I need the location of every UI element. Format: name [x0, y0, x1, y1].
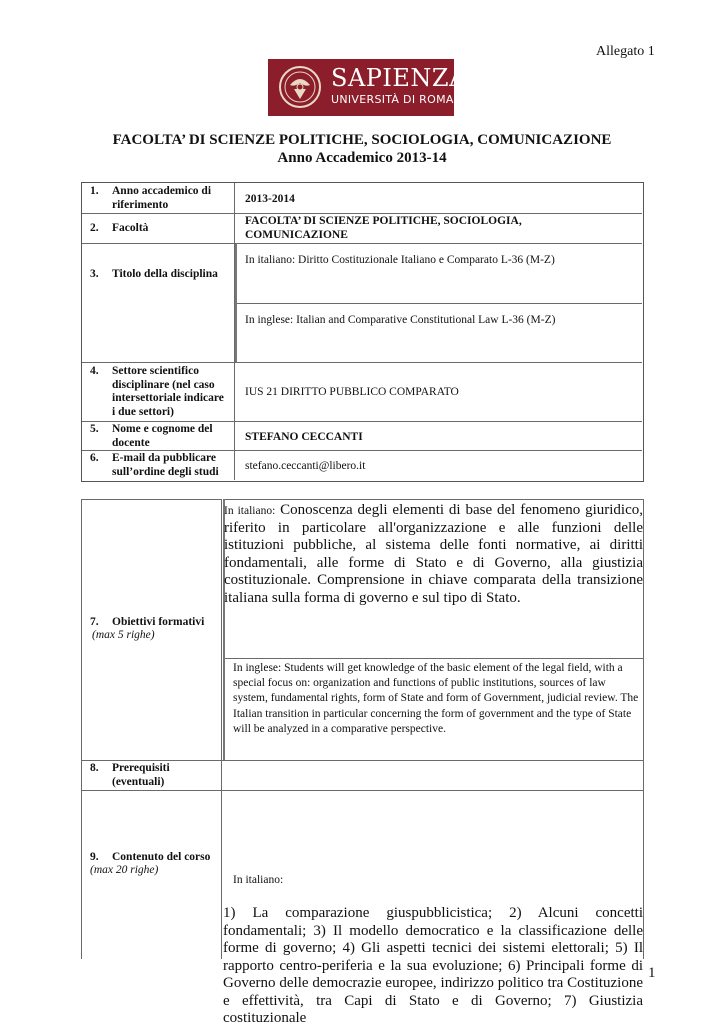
course-title-italian: In italiano: Diritto Costituzionale Italiano e Comparato L-36 (M-Z) — [245, 254, 555, 266]
row-5-label: 5. Nome e cognome del docente — [90, 423, 213, 449]
content-italian-text: 1) La comparazione giuspubblicistica; 2) Alcuni concetti fondamentali; 3) Il modello democratico e la classificazione delle forme di governo; 4) Gli aspetti tecnici dei sistemi elettorali; 5) Il rapporto centro-periferia e la sua evoluzione; 6) Principali forme di Governo delle democrazie europee, indirizzo politico tra Costituzione e effettività, tra Capi di Stato e di Governo; 7) Giustizia costituzionale — [223, 905, 643, 1026]
row-9-note: (max 20 righe) — [90, 864, 159, 876]
row-6-label: 6. E-mail da pubblicare sull’ordine degli studi — [90, 452, 219, 478]
objectives-english: In inglese: Students will get knowledge of the basic element of the legal field, with a special focus on: organization and functions of public institutions, sources of law system, fundamental rights, form of State and form of Government, judicial review. The Italian transition in particular concerning the form of government and the type of State will be analyzed in a comparative perspective. — [233, 662, 639, 735]
university-logo — [268, 59, 467, 116]
course-title-english: In inglese: Italian and Comparative Constitutional Law L-36 (M-Z) — [245, 314, 556, 326]
academic-year-title: Anno Accademico 2013-14 — [277, 150, 447, 166]
scientific-sector-value: IUS 21 DIRITTO PUBBLICO COMPARATO — [245, 386, 459, 398]
objectives-italian-prefix: In italiano: — [224, 505, 276, 517]
page-number: 1 — [648, 965, 656, 981]
objectives-italian-text: Conoscenza degli elementi di base del fenomeno giuridico, riferito in particolare all'organizzazione e alle funzioni delle istituzioni pubbliche, al sistema delle fonti normative, ai diritti fondamentali, alle forme di Stato e di Governo, alla giustizia costituzionale. Comprensione in chiave comparata della transizione italiana sulla forma di governo e sul tipo di Stato. — [224, 502, 644, 606]
academic-year-value: 2013-2014 — [245, 193, 295, 205]
seal-icon — [278, 65, 322, 109]
objectives-italian — [224, 502, 643, 607]
faculty-title: FACOLTA’ DI SCIENZE POLITICHE, SOCIOLOGIA, COMUNICAZIONE — [112, 132, 612, 148]
logo-subtitle: UNIVERSITÀ DI ROMA — [331, 93, 454, 106]
row-4-label: 4. Settore scientifico disciplinare (nel caso intersettoriale indicare i due settori) — [90, 365, 224, 418]
faculty-value: FACOLTA’ DI SCIENZE POLITICHE, SOCIOLOGIA, COMUNICAZIONE — [245, 215, 522, 241]
row-8-label: 8. Prerequisiti (eventuali) — [90, 762, 170, 788]
row-7-note: (max 5 righe) — [92, 629, 155, 641]
content-italian-prefix: In italiano: — [233, 874, 284, 886]
row-1-label: 1. Anno accademico di riferimento — [90, 185, 212, 211]
allegato-label: Allegato 1 — [596, 44, 655, 59]
teacher-name-value: STEFANO CECCANTI — [245, 431, 363, 443]
email-value: stefano.ceccanti@libero.it — [245, 460, 366, 472]
logo-name: SAPIENZA — [331, 64, 467, 92]
